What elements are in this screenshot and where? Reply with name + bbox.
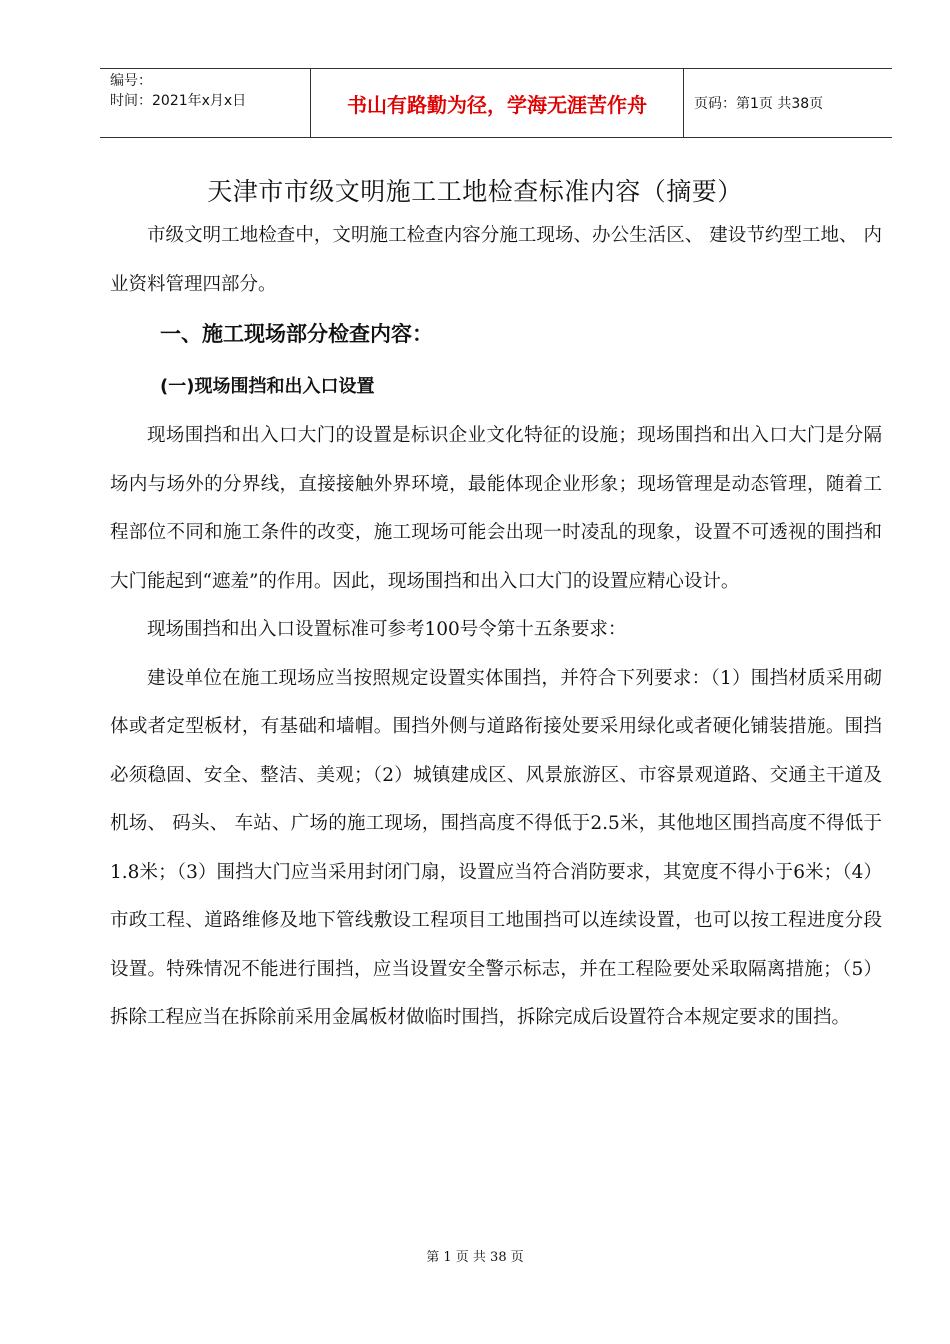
motto-text: 书山有路勤为径，学海无涯苦作舟 bbox=[347, 92, 647, 117]
time-label: 时间：2021年x月x日 bbox=[110, 93, 247, 109]
body-paragraphs bbox=[110, 412, 882, 1043]
number-label: 编号： bbox=[110, 73, 152, 89]
intro-paragraph bbox=[110, 212, 882, 309]
paragraph-3: 建设单位在施工现场应当按照规定设置实体围挡，并符合下列要求：（1）围挡材质采用砌体或者定型板材，有基础和墙帽。围挡外侧与道路衔接处要采用绿化或者硬化铺装措施。围挡必须稳固、安全、整洁、美观；（2）城镇建成区、风景旅游区、市容景观道路、交通主干道及机场、 码头、 车站、广场的施工现场，围挡高度不得低于2.5米，其他地区围挡高度不得低于1.8米；（3）围挡大门应当采用封闭门扇，设置应当符合消防要求，其宽度不得小于6米；（4）市政工程、道路维修及地下管线敷设工程项目工地围挡可以连续设置，也可以按工程进度分段设置。特殊情况不能进行围挡，应当设置安全警示标志，并在工程险要处采取隔离措施；（5）拆除工程应当在拆除前采用金属板材做临时围挡，拆除完成后设置符合本规定要求的围挡。 bbox=[110, 667, 882, 1028]
page-info-text: 页码：第1页 共38页 bbox=[694, 96, 824, 112]
section-heading: 一、施工现场部分检查内容： bbox=[160, 322, 433, 346]
page-footer: 第 1 页 共 38 页 bbox=[426, 1250, 524, 1265]
header-motto bbox=[311, 69, 684, 137]
header-page-info bbox=[684, 69, 892, 137]
header-meta bbox=[100, 69, 311, 137]
subsection-heading: (一)现场围挡和出入口设置 bbox=[160, 376, 375, 397]
document-title: 天津市市级文明施工工地检查标准内容（摘要） bbox=[207, 177, 743, 206]
intro-text: 市级文明工地检查中，文明施工检查内容分施工现场、办公生活区、 建设节约型工地、 内业资料管理四部分。 bbox=[110, 225, 882, 295]
document-header bbox=[100, 68, 892, 138]
paragraph-1: 现场围挡和出入口大门的设置是标识企业文化特征的设施；现场围挡和出入口大门是分隔场内与场外的分界线，直接接触外界环境，最能体现企业形象；现场管理是动态管理，随着工程部位不同和施工条件的改变，施工现场可能会出现一时凌乱的现象，设置不可透视的围挡和大门能起到“遮羞”的作用。因此，现场围挡和出入口大门的设置应精心设计。 bbox=[110, 425, 882, 592]
paragraph-2: 现场围挡和出入口设置标准可参考100号令第十五条要求： bbox=[147, 619, 627, 640]
